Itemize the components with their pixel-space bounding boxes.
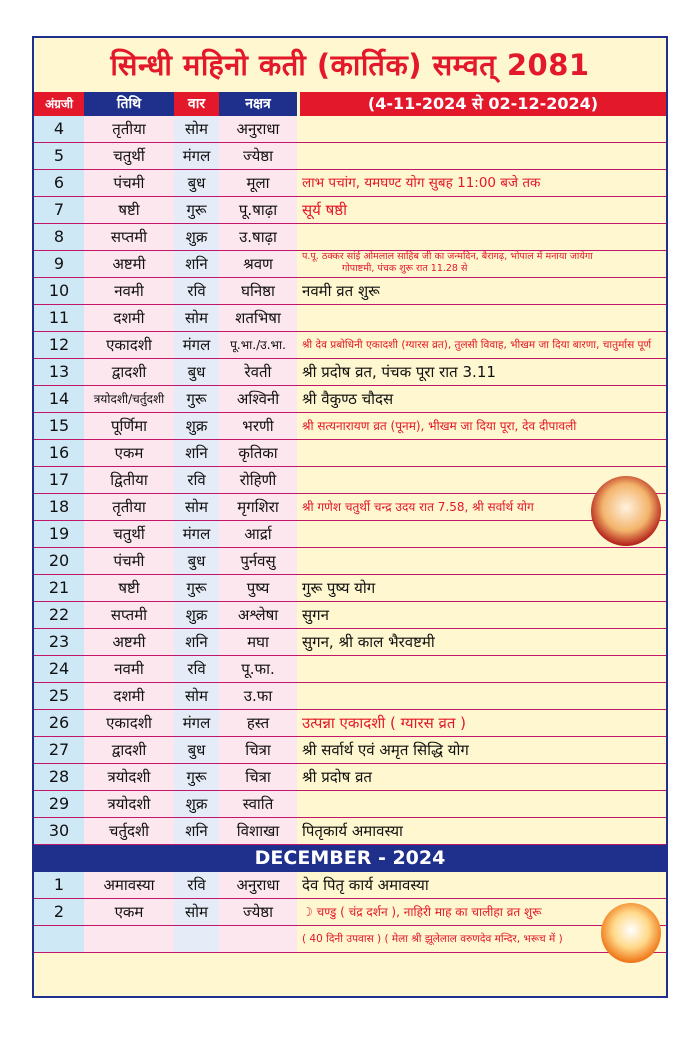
vaar-cell: बुध	[174, 359, 219, 385]
event-cell	[300, 656, 668, 682]
nakshatra-cell: रेवती	[219, 359, 297, 385]
calendar-frame	[32, 36, 668, 998]
nakshatra-cell: चित्रा	[219, 737, 297, 763]
vaar-cell: गुरू	[174, 764, 219, 790]
nakshatra-cell: कृतिका	[219, 440, 297, 466]
vaar-cell: रवि	[174, 872, 219, 898]
nakshatra-cell: अश्लेषा	[219, 602, 297, 628]
november-row	[34, 143, 666, 170]
december-row	[34, 872, 666, 899]
tithi-cell: नवमी	[84, 278, 174, 304]
november-row	[34, 305, 666, 332]
november-row	[34, 683, 666, 710]
tithi-cell: एकादशी	[84, 332, 174, 358]
event-cell: सुगन, श्री काल भैरवष्टमी	[302, 633, 435, 651]
table-header	[34, 92, 666, 116]
date-number: 15	[34, 413, 84, 439]
november-row	[34, 764, 666, 791]
nakshatra-cell: मघा	[219, 629, 297, 655]
date-number: 10	[34, 278, 84, 304]
nakshatra-cell: उ.षाढ़ा	[219, 224, 297, 250]
date-number: 13	[34, 359, 84, 385]
vaar-cell: गुरू	[174, 197, 219, 223]
event-cell: उत्पन्ना एकादशी ( ग्यारस व्रत )	[302, 714, 467, 732]
date-number: 4	[34, 116, 84, 142]
header-tithi: तिथि	[84, 92, 174, 116]
event-cell: देव पितृ कार्य अमावस्या	[302, 876, 429, 894]
vaar-cell: बुध	[174, 737, 219, 763]
november-row	[34, 737, 666, 764]
november-row	[34, 170, 666, 197]
tithi-cell: एकम	[84, 899, 174, 925]
event-cell: श्री वैकुण्ठ चौदस	[302, 390, 394, 408]
date-number: 20	[34, 548, 84, 574]
nakshatra-cell: रोहिणी	[219, 467, 297, 493]
event-cell: ( 40 दिनी उपवास ) ( मेला श्री झूलेलाल वरुणदेव मन्दिर, भरूच में )	[302, 933, 563, 945]
tithi-cell: द्वादशी	[84, 359, 174, 385]
tithi-cell: तृतीया	[84, 116, 174, 142]
vaar-cell: मंगल	[174, 710, 219, 736]
nakshatra-cell: चित्रा	[219, 764, 297, 790]
date-number: 25	[34, 683, 84, 709]
event-cell	[300, 683, 668, 709]
event-cell	[300, 143, 668, 169]
december-row	[34, 926, 666, 953]
december-heading: DECEMBER - 2024	[34, 845, 666, 872]
date-number: 1	[34, 872, 84, 898]
vaar-cell: रवि	[174, 278, 219, 304]
november-row	[34, 710, 666, 737]
event-cell: सूर्य षष्ठी	[302, 201, 347, 219]
date-number: 9	[34, 251, 84, 277]
header-num: अंग्रजी	[34, 92, 84, 116]
date-number: 7	[34, 197, 84, 223]
vaar-cell: मंगल	[174, 521, 219, 547]
vaar-cell: शुक्र	[174, 791, 219, 817]
vaar-cell: सोम	[174, 305, 219, 331]
nakshatra-cell: पू.षाढ़ा	[219, 197, 297, 223]
nakshatra-cell: अनुराधा	[219, 116, 297, 142]
event-cell: श्री गणेश चतुर्थी चन्द्र उदय रात 7.58, श्री सर्वार्थ योग	[302, 500, 534, 514]
vaar-cell: गुरू	[174, 575, 219, 601]
event-cell	[300, 548, 668, 574]
nakshatra-cell: पुष्य	[219, 575, 297, 601]
vaar-cell: शनि	[174, 251, 219, 277]
nakshatra-cell: पू.भा./उ.भा.	[219, 332, 297, 358]
november-row	[34, 332, 666, 359]
nakshatra-cell: शतभिषा	[219, 305, 297, 331]
page-title: सिन्धी महिनो कती (कार्तिक) सम्वत् 2081	[34, 38, 666, 92]
event-cell: गुरू पुष्य योग	[302, 579, 376, 597]
tithi-cell: दशमी	[84, 305, 174, 331]
event-cell	[300, 116, 668, 142]
nakshatra-cell	[219, 926, 297, 952]
nakshatra-cell: श्रवण	[219, 251, 297, 277]
date-number: 26	[34, 710, 84, 736]
date-number: 2	[34, 899, 84, 925]
november-row	[34, 548, 666, 575]
tithi-cell: पंचमी	[84, 170, 174, 196]
nakshatra-cell: भरणी	[219, 413, 297, 439]
date-number: 16	[34, 440, 84, 466]
november-row	[34, 413, 666, 440]
event-cell	[300, 224, 668, 250]
tithi-cell: चतुर्थी	[84, 143, 174, 169]
tithi-cell: अष्टमी	[84, 629, 174, 655]
event-cell: नवमी व्रत शुरू	[302, 282, 380, 300]
date-number: 18	[34, 494, 84, 520]
tithi-cell: सप्तमी	[84, 602, 174, 628]
header-vaar: वार	[174, 92, 219, 116]
header-date-range: (4-11-2024 से 02-12-2024)	[300, 92, 666, 116]
november-row	[34, 791, 666, 818]
event-cell	[300, 305, 668, 331]
nakshatra-cell: अश्विनी	[219, 386, 297, 412]
tithi-cell: चतुर्थी	[84, 521, 174, 547]
ganesha-image	[591, 476, 661, 546]
tithi-cell: अष्टमी	[84, 251, 174, 277]
vaar-cell: सोम	[174, 899, 219, 925]
november-row	[34, 197, 666, 224]
vaar-cell: शुक्र	[174, 602, 219, 628]
nakshatra-cell: विशाखा	[219, 818, 297, 844]
november-row	[34, 629, 666, 656]
event-cell	[300, 791, 668, 817]
nakshatra-cell: ज्येष्ठा	[219, 899, 297, 925]
date-number: 24	[34, 656, 84, 682]
vaar-cell: रवि	[174, 467, 219, 493]
tithi-cell	[84, 926, 174, 952]
november-row	[34, 440, 666, 467]
date-number: 11	[34, 305, 84, 331]
event-cell	[300, 251, 668, 277]
november-row	[34, 467, 666, 494]
tithi-cell: पूर्णिमा	[84, 413, 174, 439]
date-number: 30	[34, 818, 84, 844]
nakshatra-cell: पू.फा.	[219, 656, 297, 682]
date-number: 6	[34, 170, 84, 196]
tithi-cell: त्रयोदशी/चर्तुदशी	[84, 386, 174, 412]
date-number	[34, 926, 84, 952]
vaar-cell: गुरू	[174, 386, 219, 412]
event-cell: श्री सत्यनारायण व्रत (पूनम), भीखम जा दिया पूरा, देव दीपावली	[302, 419, 577, 433]
event-cell: श्री देव प्रबोधिनी एकादशी (ग्यारस व्रत), तुलसी विवाह, भीखम जा दिया बारणा, चातुर्मास पूर्ण	[302, 339, 652, 351]
date-number: 5	[34, 143, 84, 169]
vaar-cell: सोम	[174, 683, 219, 709]
vaar-cell: बुध	[174, 170, 219, 196]
vaar-cell: मंगल	[174, 143, 219, 169]
nakshatra-cell: घनिष्ठा	[219, 278, 297, 304]
tithi-cell: षष्टी	[84, 575, 174, 601]
tithi-cell: अमावस्या	[84, 872, 174, 898]
nakshatra-cell: स्वाति	[219, 791, 297, 817]
nakshatra-cell: उ.फा	[219, 683, 297, 709]
vaar-cell: सोम	[174, 116, 219, 142]
november-row	[34, 818, 666, 845]
november-row	[34, 386, 666, 413]
tithi-cell: द्वादशी	[84, 737, 174, 763]
tithi-cell: सप्तमी	[84, 224, 174, 250]
tithi-cell: नवमी	[84, 656, 174, 682]
date-number: 22	[34, 602, 84, 628]
event-cell: श्री प्रदोष व्रत, पंचक पूरा रात 3.11	[302, 363, 496, 381]
tithi-cell: द्वितीया	[84, 467, 174, 493]
tithi-cell: एकम	[84, 440, 174, 466]
november-row	[34, 494, 666, 521]
november-row	[34, 656, 666, 683]
nakshatra-cell: मूला	[219, 170, 297, 196]
vaar-cell: शुक्र	[174, 413, 219, 439]
event-text: प.पू. ठक्कर सांई ओमलाल साहिब जी का जन्मदिन, बैरागढ़, भोपाल में मनाया जायेगा	[302, 251, 593, 262]
event-cell	[300, 440, 668, 466]
tithi-cell: तृतीया	[84, 494, 174, 520]
november-row	[34, 251, 666, 278]
nakshatra-cell: अनुराधा	[219, 872, 297, 898]
november-row	[34, 575, 666, 602]
tithi-cell: त्रयोदशी	[84, 791, 174, 817]
tithi-cell: एकादशी	[84, 710, 174, 736]
date-number: 27	[34, 737, 84, 763]
jhulelal-image	[601, 903, 661, 963]
tithi-cell: चर्तुदशी	[84, 818, 174, 844]
november-row	[34, 602, 666, 629]
december-row	[34, 899, 666, 926]
date-number: 14	[34, 386, 84, 412]
vaar-cell: शनि	[174, 440, 219, 466]
date-number: 19	[34, 521, 84, 547]
vaar-cell: सोम	[174, 494, 219, 520]
november-row	[34, 359, 666, 386]
tithi-cell: षष्टी	[84, 197, 174, 223]
tithi-cell: दशमी	[84, 683, 174, 709]
date-number: 21	[34, 575, 84, 601]
date-number: 17	[34, 467, 84, 493]
date-number: 29	[34, 791, 84, 817]
event-cell: लाभ पचांग, यमघण्ट योग सुबह 11:00 बजे तक	[302, 175, 541, 191]
vaar-cell: रवि	[174, 656, 219, 682]
date-number: 8	[34, 224, 84, 250]
event-subtext: गोपाष्टमी, पंचक शुरू रात 11.28 से	[342, 263, 468, 274]
vaar-cell: शनि	[174, 629, 219, 655]
nakshatra-cell: पुर्नवसु	[219, 548, 297, 574]
november-row	[34, 224, 666, 251]
date-number: 28	[34, 764, 84, 790]
event-cell: पितृकार्य अमावस्या	[302, 822, 403, 840]
tithi-cell: त्रयोदशी	[84, 764, 174, 790]
header-nakshatra: नक्षत्र	[219, 92, 297, 116]
nakshatra-cell: हस्त	[219, 710, 297, 736]
vaar-cell: शुक्र	[174, 224, 219, 250]
november-row	[34, 116, 666, 143]
event-cell: सुगन	[302, 606, 329, 624]
vaar-cell	[174, 926, 219, 952]
nakshatra-cell: ज्येष्ठा	[219, 143, 297, 169]
nakshatra-cell: आर्द्रा	[219, 521, 297, 547]
event-cell: श्री सर्वार्थ एवं अमृत सिद्धि योग	[302, 741, 469, 759]
date-number: 12	[34, 332, 84, 358]
vaar-cell: शनि	[174, 818, 219, 844]
event-cell: ☽ चण्डु ( चंद्र दर्शन ), नाहिरी माह का चालीहा व्रत शुरू	[302, 905, 542, 919]
tithi-cell: पंचमी	[84, 548, 174, 574]
vaar-cell: मंगल	[174, 332, 219, 358]
november-row	[34, 521, 666, 548]
date-number: 23	[34, 629, 84, 655]
event-cell: श्री प्रदोष व्रत	[302, 768, 372, 786]
vaar-cell: बुध	[174, 548, 219, 574]
nakshatra-cell: मृगशिरा	[219, 494, 297, 520]
november-row	[34, 278, 666, 305]
